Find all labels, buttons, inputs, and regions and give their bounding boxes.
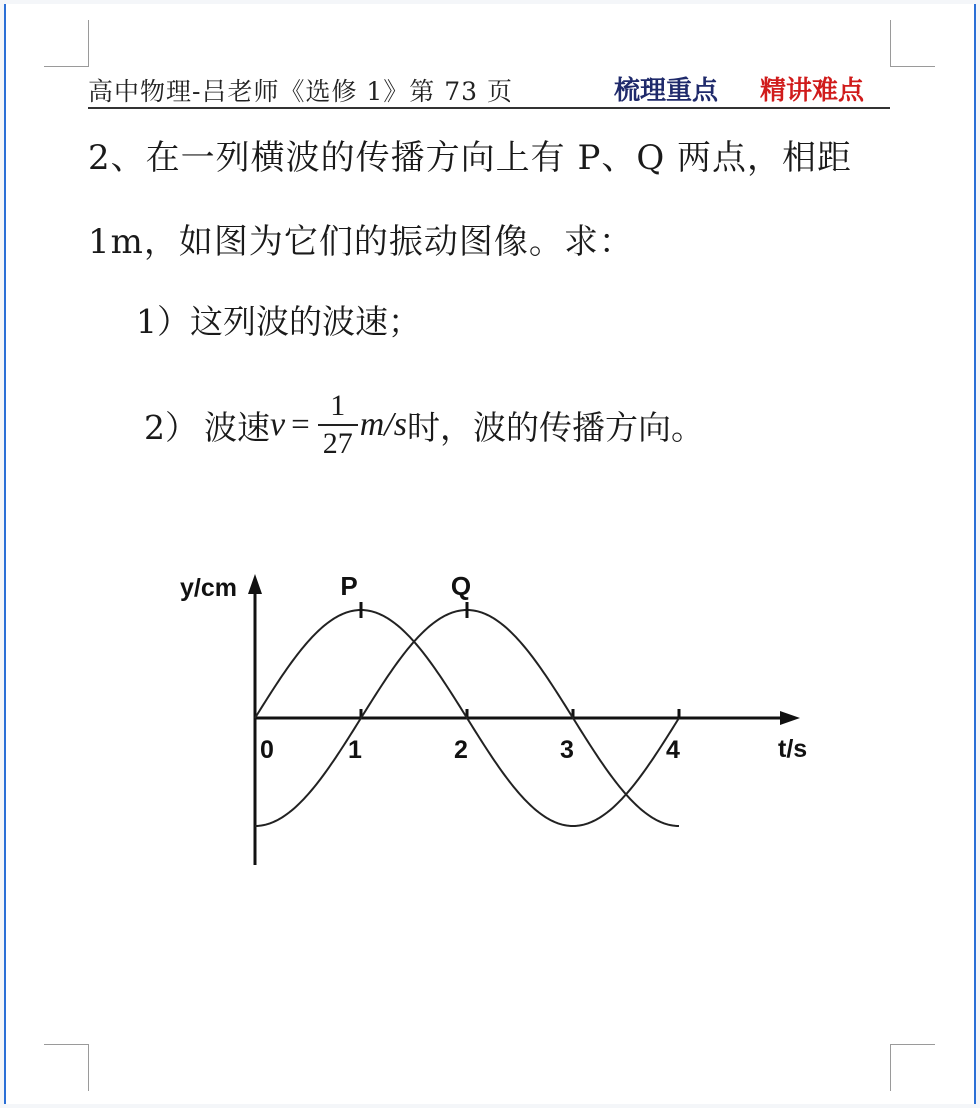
- velocity-symbol: v: [270, 406, 286, 443]
- x-tick-label-2: 2: [454, 736, 468, 764]
- vibration-graph: [140, 560, 840, 880]
- header-slogan-red: 精讲难点: [760, 76, 865, 106]
- fraction-denominator: 27: [322, 427, 353, 460]
- corner-mark-bottom-left: [44, 1044, 89, 1091]
- velocity-fraction: [318, 388, 358, 462]
- question-line-1: 2、在一列横波的传播方向上有 P、Q 两点，相距: [88, 138, 852, 178]
- sub-question-1: 1）这列波的波速；: [136, 302, 421, 341]
- sub-question-2-number: 2）: [144, 407, 198, 447]
- x-tick-label-3: 3: [560, 736, 574, 764]
- question-line-2: 1m，如图为它们的振动图像。求：: [88, 222, 634, 262]
- series-q-label: Q: [450, 571, 472, 601]
- header-divider: [88, 107, 890, 109]
- y-axis-label: y/cm: [180, 574, 237, 602]
- y-axis-arrow: [248, 574, 262, 594]
- sub-question-2: [144, 380, 704, 470]
- fraction-numerator: 1: [330, 389, 346, 422]
- page-header: [88, 68, 888, 108]
- x-tick-label-1: 1: [348, 736, 362, 764]
- sub-question-2-suffix: 时，波的传播方向。: [406, 407, 704, 447]
- velocity-unit: m/s: [359, 406, 407, 443]
- x-tick-label-4: 4: [666, 736, 680, 764]
- corner-mark-top-left: [44, 20, 89, 67]
- header-title: 高中物理-吕老师《选修 1》第 73 页: [88, 77, 514, 106]
- x-axis-label: t/s: [778, 735, 808, 763]
- header-slogan-blue: 梳理重点: [614, 76, 719, 106]
- corner-mark-top-right: [890, 20, 935, 67]
- x-axis-arrow: [780, 711, 800, 725]
- series-p-label: P: [340, 571, 358, 601]
- x-tick-labels: [260, 736, 680, 764]
- equals-sign: =: [291, 406, 310, 443]
- x-tick-label-0: 0: [260, 736, 274, 764]
- corner-mark-bottom-right: [890, 1044, 935, 1091]
- sub-question-2-prefix: 波速: [204, 407, 270, 447]
